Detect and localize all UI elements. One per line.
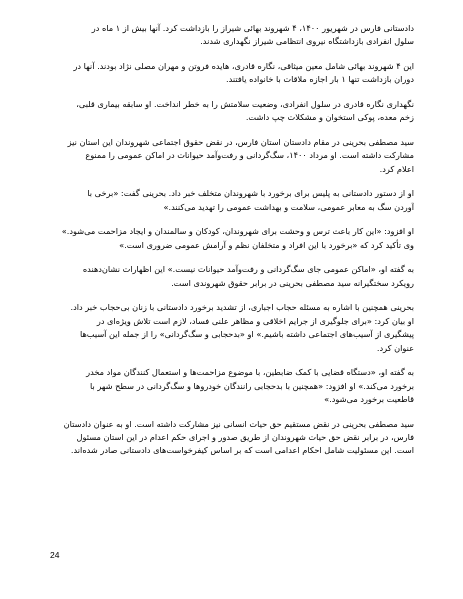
text-line: دوران بازداشت تنها ۱ بار اجازه ملاقات با خانواده یافتند. bbox=[225, 74, 414, 85]
paragraph bbox=[50, 418, 414, 458]
text-line: سید مصطفی بحرینی در مقام دادستان استان فارس، در نقض حقوق اجتماعی شهروندان این استان نیز bbox=[67, 137, 414, 147]
paragraph bbox=[50, 187, 414, 214]
text-line: زخم معده، پوکی استخوان و مشکلات چپ داشت. bbox=[245, 112, 414, 123]
paragraph bbox=[50, 60, 414, 87]
text-line: مشارکت داشته است. او مرداد ۱۴۰۰، سگ‌گردانی و رفت‌وآمد حیوانات در اماکن عمومی را ممنوع bbox=[85, 150, 414, 161]
text-line: سید مصطفی بحرینی در نقض مستقیم حق حیات انسانی نیز مشارکت داشته است. او به عنوان دادستان bbox=[63, 418, 414, 429]
text-line: او افزود: «این کار باعث ترس و وحشت برای شهروندان، کودکان و سالمندان و ایجاد مزاحمت می‌شود.» bbox=[61, 226, 414, 237]
text-line: او بیان کرد: «برای جلوگیری از جرایم اخلاقی و مظاهر علنی فساد، لازم است تلاش ویژه‌ای در bbox=[96, 315, 414, 326]
text-line: بحرینی همچنین با اشاره به مسئله حجاب اجباری، از تشدید برخورد دادستانی با زنان بی‌حجاب خبر داد. bbox=[70, 302, 414, 313]
paragraph bbox=[50, 263, 414, 290]
text-line: قاطعیت برخورد می‌شود.» bbox=[324, 394, 414, 405]
text-line: پیشگیری از آسیب‌های اجتماعی داشته باشیم.» او «بدحجابی و سگ‌گردانی» را از جمله این آسیب‌ها bbox=[80, 329, 414, 340]
page-number: 24 bbox=[50, 550, 60, 560]
text-line: عنوان کرد. bbox=[376, 342, 414, 353]
text-line: نگهداری نگاره قادری در سلول انفرادی، وضعیت سلامتش را به خطر انداخت. او سابقه بیماری قلبی، bbox=[76, 99, 414, 109]
document-body bbox=[50, 22, 414, 469]
text-line: به گفته او، «اماکن عمومی جای سگ‌گردانی و رفت‌وآمد حیوانات نیست.» این اظهارات نشان‌دهنده bbox=[82, 264, 414, 275]
text-line: وی تأکید کرد که «برخورد با این افراد و متخلفان نظم و آرامش عمومی ضروری است.» bbox=[119, 239, 414, 250]
paragraph bbox=[50, 136, 414, 176]
text-line: او از دستور دادستانی به پلیس برای برخورد با شهروندان متخلف خبر داد. بحرینی گفت: «برخی با bbox=[87, 188, 414, 199]
text-line: سلول انفرادی بازداشتگاه نیروی انتظامی شیراز نگهداری شدند. bbox=[200, 36, 414, 47]
text-line: اعلام کرد. bbox=[379, 163, 414, 174]
text-line: آوردن سگ به معابر عمومی، سلامت و بهداشت عمومی را تهدید می‌کنند.» bbox=[163, 201, 414, 212]
text-line: این ۴ شهروند بهائی شامل معین میثاقی، نگاره قادری، هایده فروتن و مهران مصلی نژاد بودند. آنها در bbox=[73, 61, 414, 71]
paragraph bbox=[50, 366, 414, 406]
text-line: به گفته او، «دستگاه قضایی با کمک ضابطین، با موضوع مزاحمت‌ها و استعمال کنندگان مواد مخدر bbox=[86, 367, 414, 378]
text-line: است. این مسئولیت شامل احکام اعدامی است که بر اساس کیفرخواست‌های دادستانی صادر شده‌اند. bbox=[70, 445, 414, 456]
text-line: دادستانی فارس در شهریور ۱۴۰۰، ۴ شهروند بهائی شیراز را بازداشت کرد. آنها بیش از ۱ ماه در bbox=[91, 23, 414, 33]
text-line: فارس، در برابر نقض حق حیات شهروندان از طریق صدور و اجرای حکم اعدام در این استان مسئول bbox=[76, 432, 414, 443]
paragraph bbox=[50, 301, 414, 355]
paragraph bbox=[50, 22, 414, 49]
text-line: رویکرد سختگیرانه سید مصطفی بحرینی در برابر حقوق شهروندی است. bbox=[171, 277, 414, 288]
text-line: برخورد می‌کند.» او افزود: «همچنین با بدحجابی رانندگان خودروها و سگ‌گردانی در سطح شهر با bbox=[89, 380, 414, 391]
paragraph bbox=[50, 98, 414, 125]
paragraph bbox=[50, 225, 414, 252]
